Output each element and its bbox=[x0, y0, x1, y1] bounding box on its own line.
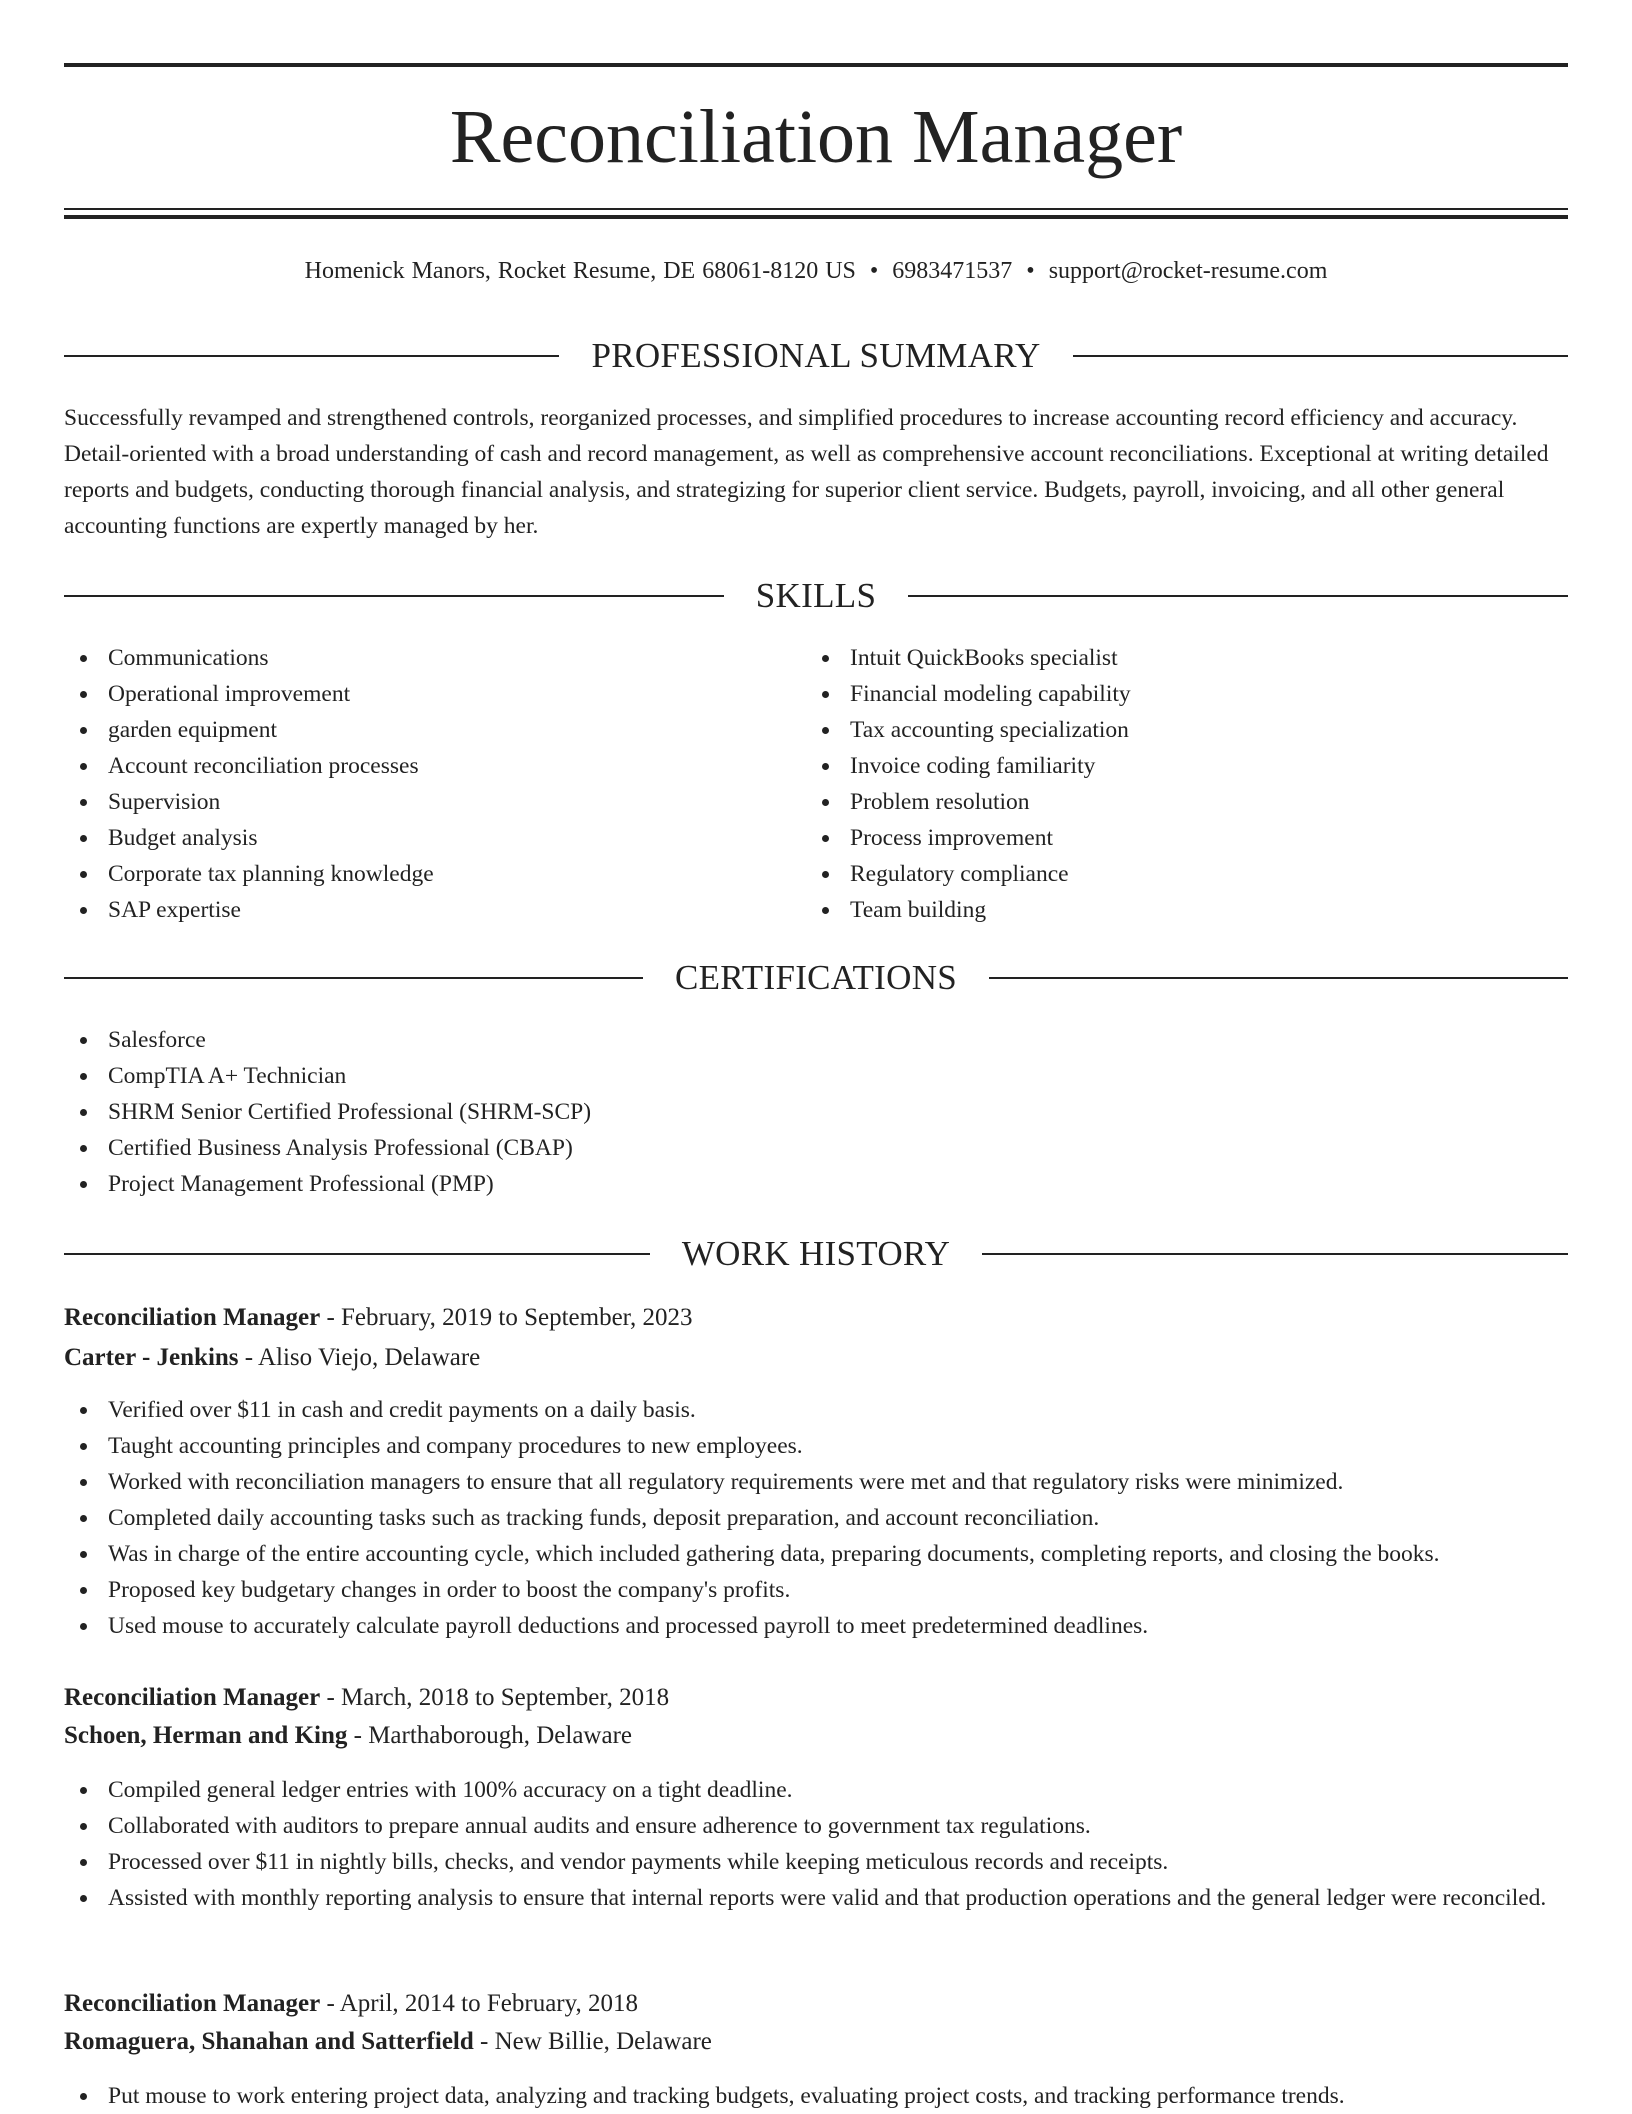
section-title: PROFESSIONAL SUMMARY bbox=[591, 336, 1041, 375]
job-dates: April, 2014 to February, 2018 bbox=[339, 1990, 638, 2017]
skill-item: Operational improvement bbox=[64, 676, 764, 712]
top-rule bbox=[64, 63, 1568, 67]
contact-email: support@rocket-resume.com bbox=[1048, 258, 1328, 284]
skill-item: Invoice coding familiarity bbox=[806, 748, 1566, 784]
job-bullet: Used mouse to accurately calculate payroll deductions and processed payroll to meet predetermined deadlines. bbox=[64, 1608, 1568, 1644]
section-header-summary bbox=[64, 334, 1568, 378]
section-divider bbox=[64, 1253, 650, 1255]
section-title: SKILLS bbox=[755, 576, 877, 615]
job-bullet: Processed over $11 in nightly bills, checks, and vendor payments while keeping meticulous records and receipts. bbox=[64, 1844, 1568, 1880]
skill-item: garden equipment bbox=[64, 712, 764, 748]
job-bullets bbox=[64, 2078, 1568, 2114]
skill-item: Regulatory compliance bbox=[806, 856, 1566, 892]
job-bullet: Assisted with monthly reporting analysis to ensure that internal reports were valid and that production operations and the general ledger were reconciled. bbox=[64, 1880, 1568, 1916]
certification-item: Project Management Professional (PMP) bbox=[64, 1166, 1568, 1202]
certification-item: CompTIA A+ Technician bbox=[64, 1058, 1568, 1094]
job-bullet: Completed daily accounting tasks such as tracking funds, deposit preparation, and account reconciliation. bbox=[64, 1500, 1568, 1536]
job-bullets bbox=[64, 1772, 1568, 1916]
job-company: Carter - Jenkins bbox=[64, 1344, 239, 1371]
section-divider bbox=[64, 595, 724, 597]
contact-separator: • bbox=[869, 258, 879, 284]
contact-phone: 6983471537 bbox=[892, 258, 1013, 284]
job-company-line: Romaguera, Shanahan and Satterfield - New Billie, Delaware bbox=[64, 2028, 712, 2055]
certifications-list bbox=[64, 1022, 1568, 1202]
section-title: WORK HISTORY bbox=[681, 1234, 951, 1273]
job-bullet: Taught accounting principles and company procedures to new employees. bbox=[64, 1428, 1568, 1464]
skill-item: Problem resolution bbox=[806, 784, 1566, 820]
page-title: Reconciliation Manager bbox=[449, 95, 1183, 179]
job-dates: February, 2019 to September, 2023 bbox=[341, 1304, 693, 1331]
job-bullet: Worked with reconciliation managers to ensure that all regulatory requirements were met and that regulatory risks were minimized. bbox=[64, 1464, 1568, 1500]
section-divider bbox=[989, 977, 1568, 979]
job-title-line: Reconciliation Manager - March, 2018 to September, 2018 bbox=[64, 1684, 670, 1711]
job-bullet: Was in charge of the entire accounting cycle, which included gathering data, preparing documents, completing reports, and closing the books. bbox=[64, 1536, 1568, 1572]
title-rule-thin bbox=[64, 208, 1568, 210]
job-title-line: Reconciliation Manager - April, 2014 to February, 2018 bbox=[64, 1990, 638, 2017]
job-bullets bbox=[64, 1392, 1568, 1644]
certification-item: SHRM Senior Certified Professional (SHRM-SCP) bbox=[64, 1094, 1568, 1130]
title-rule-thick bbox=[64, 215, 1568, 219]
skill-item: Team building bbox=[806, 892, 1566, 928]
contact-address: Homenick Manors, Rocket Resume, DE 68061-8120 US bbox=[304, 258, 856, 284]
job-title: Reconciliation Manager bbox=[64, 1304, 321, 1331]
job-title: Reconciliation Manager bbox=[64, 1990, 321, 2017]
job-bullet: Compiled general ledger entries with 100% accuracy on a tight deadline. bbox=[64, 1772, 1568, 1808]
section-divider bbox=[1073, 355, 1568, 357]
job-location: New Billie, Delaware bbox=[494, 2028, 712, 2055]
job-bullet: Verified over $11 in cash and credit payments on a daily basis. bbox=[64, 1392, 1568, 1428]
certification-item: Certified Business Analysis Professional (CBAP) bbox=[64, 1130, 1568, 1166]
contact-line bbox=[64, 254, 1568, 288]
skills-list-right bbox=[806, 640, 1566, 928]
section-header-certifications bbox=[64, 956, 1568, 1000]
section-divider bbox=[64, 355, 559, 357]
skill-item: Budget analysis bbox=[64, 820, 764, 856]
skill-item: Financial modeling capability bbox=[806, 676, 1566, 712]
contact-separator: • bbox=[1026, 258, 1035, 284]
skill-item: Account reconciliation processes bbox=[64, 748, 764, 784]
section-divider bbox=[982, 1253, 1568, 1255]
job-bullet: Proposed key budgetary changes in order to boost the company's profits. bbox=[64, 1572, 1568, 1608]
skill-item: Process improvement bbox=[806, 820, 1566, 856]
job-title: Reconciliation Manager bbox=[64, 1684, 321, 1711]
job-company: Romaguera, Shanahan and Satterfield bbox=[64, 2028, 474, 2055]
section-title: CERTIFICATIONS bbox=[674, 958, 958, 997]
section-divider bbox=[64, 977, 643, 979]
job-dates: March, 2018 to September, 2018 bbox=[341, 1684, 670, 1711]
skill-item: SAP expertise bbox=[64, 892, 764, 928]
job-company-line: Schoen, Herman and King - Marthaborough, Delaware bbox=[64, 1722, 632, 1749]
section-header-skills bbox=[64, 574, 1568, 618]
job-company-line: Carter - Jenkins - Aliso Viejo, Delaware bbox=[64, 1344, 481, 1371]
job-bullet: Put mouse to work entering project data, analyzing and tracking budgets, evaluating project costs, and tracking performance trends. bbox=[64, 2078, 1568, 2114]
certification-item: Salesforce bbox=[64, 1022, 1568, 1058]
skills-list-left bbox=[64, 640, 764, 928]
skill-item: Communications bbox=[64, 640, 764, 676]
skill-item: Tax accounting specialization bbox=[806, 712, 1566, 748]
skill-item: Corporate tax planning knowledge bbox=[64, 856, 764, 892]
job-location: Aliso Viejo, Delaware bbox=[257, 1344, 481, 1371]
section-divider bbox=[908, 595, 1568, 597]
job-location: Marthaborough, Delaware bbox=[368, 1722, 632, 1749]
summary-text: Successfully revamped and strengthened controls, reorganized processes, and simplified procedures to increase accounting record efficiency and accuracy. Detail-oriented with a broad understanding of cash and record management, as well as comprehensive account reconciliations. Exceptional at writing detailed reports and budgets, conducting thorough financial analysis, and strategizing for superior client service. Budgets, payroll, invoicing, and all other general accounting functions are expertly managed by her. bbox=[64, 405, 1549, 539]
job-company: Schoen, Herman and King bbox=[64, 1722, 348, 1749]
job-bullet: Collaborated with auditors to prepare annual audits and ensure adherence to government tax regulations. bbox=[64, 1808, 1568, 1844]
section-header-work-history bbox=[64, 1232, 1568, 1276]
skill-item: Supervision bbox=[64, 784, 764, 820]
job-title-line: Reconciliation Manager - February, 2019 to September, 2023 bbox=[64, 1304, 693, 1331]
skill-item: Intuit QuickBooks specialist bbox=[806, 640, 1566, 676]
